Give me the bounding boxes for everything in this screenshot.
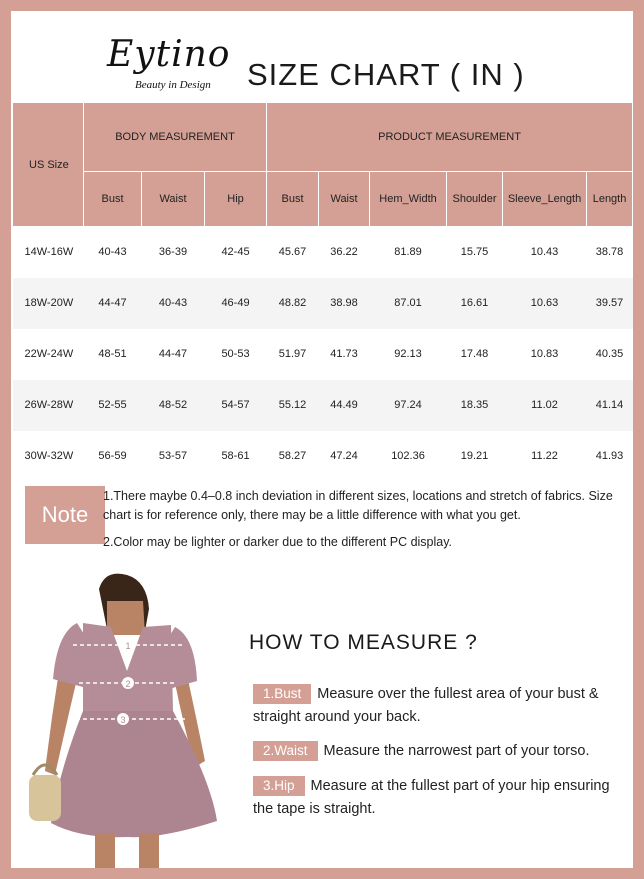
table-cell: 38.78 xyxy=(595,246,624,259)
column-header: Sleeve_Length xyxy=(503,172,587,227)
table-row xyxy=(13,227,633,278)
page-title: SIZE CHART ( IN ) xyxy=(247,57,525,92)
table-cell: 44-47 xyxy=(158,348,188,360)
table-cell: 17.48 xyxy=(460,348,489,360)
table-cell: 40-43 xyxy=(98,246,127,259)
size-table xyxy=(12,102,633,482)
table-cell: 18.35 xyxy=(447,380,503,431)
table-cell: 48.82 xyxy=(267,278,319,329)
brand-tagline: Beauty in Design xyxy=(135,79,211,91)
brand-name: Eytino xyxy=(107,34,231,75)
note-line-2: 2.Color may be lighter or darker due to the different PC display. xyxy=(103,535,453,549)
table-cell: 87.01 xyxy=(370,278,447,329)
table-cell: 56-59 xyxy=(98,450,127,462)
us-size-header: US Size xyxy=(13,103,84,227)
table-row xyxy=(13,431,633,482)
table-cell: 51.97 xyxy=(278,348,307,360)
table-cell: 52-55 xyxy=(84,380,142,431)
column-header: Bust xyxy=(84,172,142,227)
table-cell: 39.57 xyxy=(587,278,633,329)
step-tag: 1.Bust xyxy=(253,684,311,704)
table-cell: 41.93 xyxy=(595,450,624,462)
table-cell: 46-49 xyxy=(205,278,267,329)
table-cell: 48-52 xyxy=(142,380,205,431)
column-header: Hem_Width xyxy=(370,172,447,227)
table-cell: 48-51 xyxy=(98,348,127,360)
table-cell: 44.49 xyxy=(319,380,370,431)
table-cell: 41.73 xyxy=(330,348,358,360)
column-header: Hip xyxy=(205,172,267,227)
column-header: Shoulder xyxy=(447,172,503,227)
note-line-1: 1.There maybe 0.4–0.8 inch deviation in different sizes, locations and stretch of fabrics. Size chart is for reference only, there may be a little difference with what you get. xyxy=(103,489,613,522)
measure-step-bust xyxy=(253,683,628,729)
table-row xyxy=(13,329,633,380)
column-header: Bust xyxy=(267,172,319,227)
table-cell: 19.21 xyxy=(460,450,489,462)
column-header: Waist xyxy=(142,172,205,227)
table-cell: 81.89 xyxy=(394,246,422,259)
table-cell: 11.02 xyxy=(503,380,587,431)
table-cell: 10.63 xyxy=(503,278,587,329)
table-cell: 58.27 xyxy=(278,450,307,462)
table-cell: 36-39 xyxy=(158,246,188,259)
marker-label-3: 3 xyxy=(120,715,126,725)
table-cell: 22W-24W xyxy=(24,348,74,360)
step-text: Measure the narrowest part of your torso. xyxy=(323,743,590,759)
column-header: Waist xyxy=(319,172,370,227)
table-cell: 40.35 xyxy=(595,348,624,360)
table-cell: 10.43 xyxy=(530,246,559,259)
table-cell: 36.22 xyxy=(330,246,358,259)
table-cell: 30W-32W xyxy=(24,450,74,462)
how-to-measure-title: HOW TO MEASURE ? xyxy=(249,631,478,654)
table-cell: 45.67 xyxy=(278,246,307,259)
table-cell: 18W-20W xyxy=(13,278,84,329)
body-measurement-header: BODY MEASUREMENT xyxy=(84,103,267,172)
note-text xyxy=(103,487,631,552)
table-cell: 92.13 xyxy=(394,348,422,360)
table-cell: 102.36 xyxy=(391,450,425,462)
table-cell: 14W-16W xyxy=(24,246,74,259)
step-tag: 2.Waist xyxy=(253,741,318,761)
table-cell: 26W-28W xyxy=(13,380,84,431)
table-cell: 38.98 xyxy=(319,278,370,329)
table-cell: 41.14 xyxy=(587,380,633,431)
table-cell: 10.83 xyxy=(530,348,559,360)
step-tag: 3.Hip xyxy=(253,776,305,796)
table-cell: 55.12 xyxy=(267,380,319,431)
table-cell: 53-57 xyxy=(158,450,188,462)
table-cell: 40-43 xyxy=(142,278,205,329)
table-cell: 47.24 xyxy=(330,450,358,462)
marker-label-1: 1 xyxy=(125,641,131,651)
product-measurement-header: PRODUCT MEASUREMENT xyxy=(267,103,633,172)
measure-step-waist xyxy=(253,740,628,763)
measure-step-hip xyxy=(253,775,628,821)
table-cell: 54-57 xyxy=(205,380,267,431)
table-cell: 11.22 xyxy=(531,450,558,462)
table-row xyxy=(13,278,633,329)
table-cell: 97.24 xyxy=(370,380,447,431)
table-cell: 16.61 xyxy=(447,278,503,329)
step-text: Measure at the fullest part of your hip ensuring the tape is straight. xyxy=(253,778,610,817)
step-text: Measure over the fullest area of your bust & straight around your back. xyxy=(253,686,599,725)
table-cell: 15.75 xyxy=(460,246,489,259)
table-cell: 44-47 xyxy=(84,278,142,329)
table-cell: 58-61 xyxy=(221,450,250,462)
column-header: Length xyxy=(587,172,633,227)
note-badge: Note xyxy=(25,486,105,544)
size-chart-card xyxy=(11,11,633,868)
table-cell: 42-45 xyxy=(221,246,250,259)
brand-logo xyxy=(107,34,231,105)
table-cell: 50-53 xyxy=(221,348,250,360)
table-row xyxy=(13,380,633,431)
model-illustration xyxy=(11,571,241,868)
marker-label-2: 2 xyxy=(125,679,131,689)
